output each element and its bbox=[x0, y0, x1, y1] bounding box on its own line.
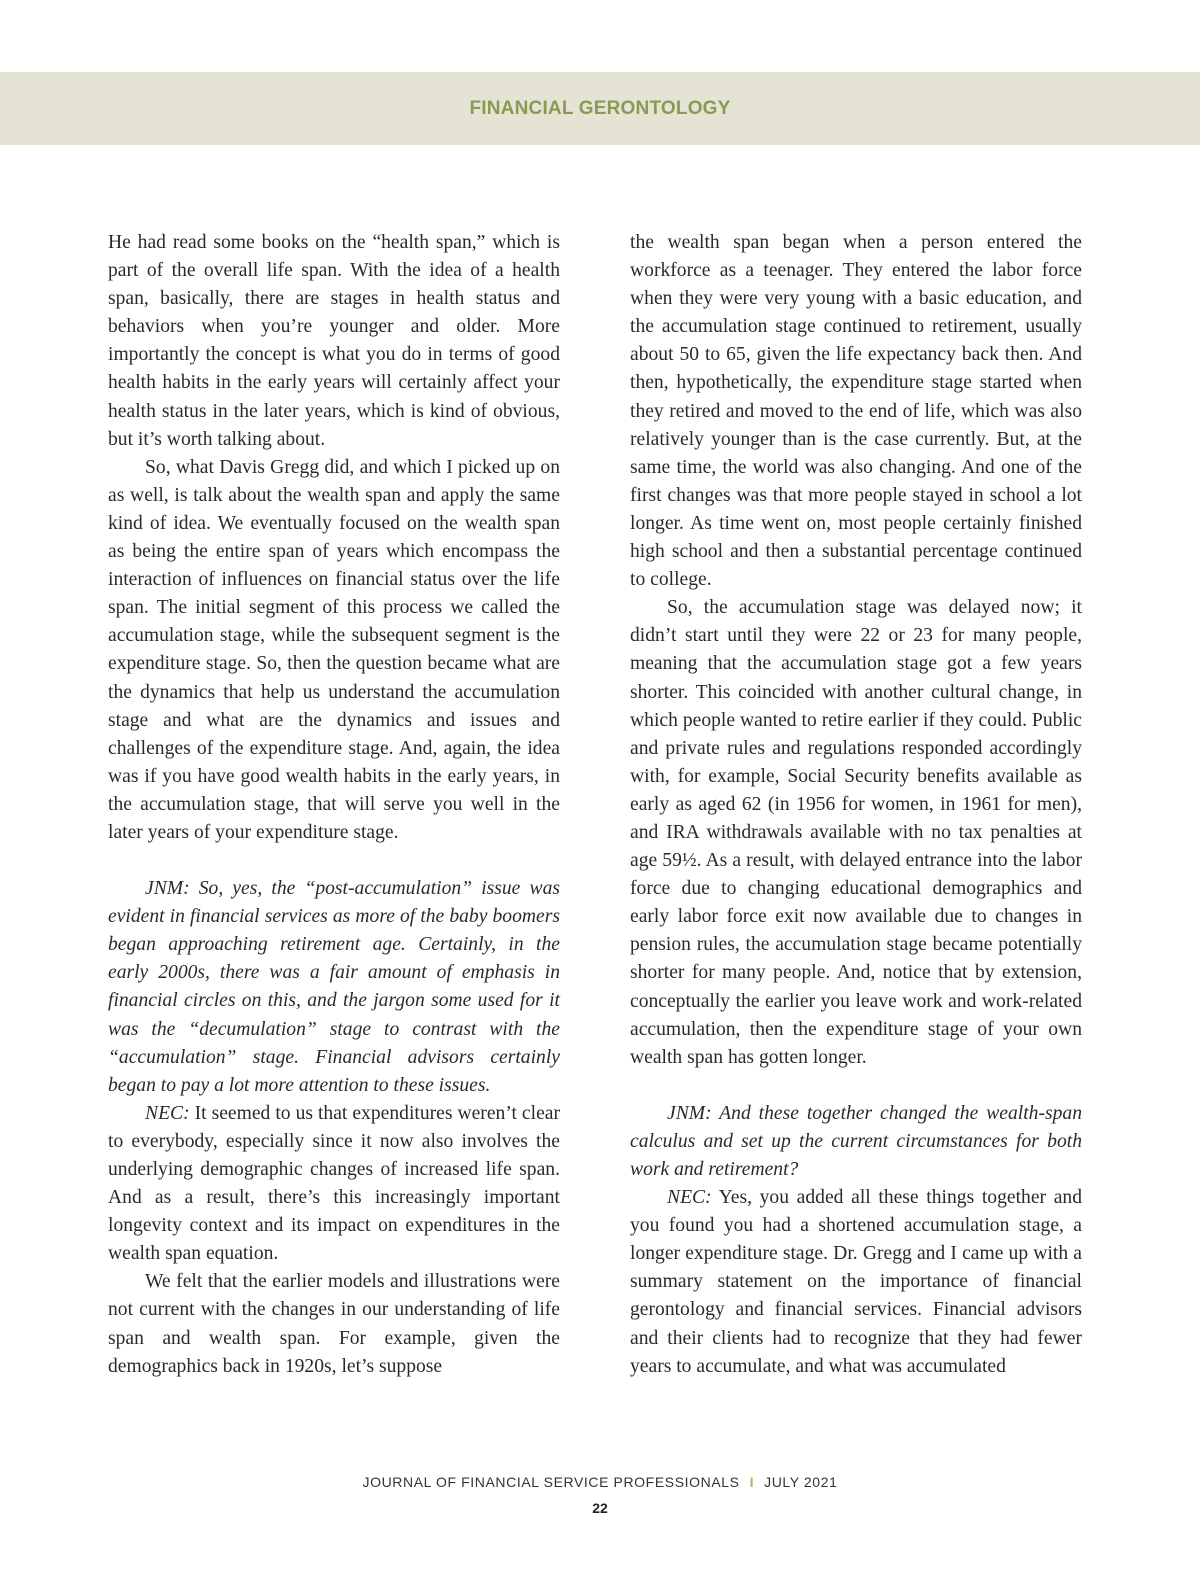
paragraph: He had read some books on the “health span,” which is part of the overall life span. With the idea of a health span, basically, there are stages in health status and behaviors when you’re younger and older. More importantly the concept is what you do in terms of good health habits in the early years will certainly affect your health status in the later years, which is kind of obvious, but it’s worth talking about. bbox=[108, 232, 560, 450]
interview-answer bbox=[630, 1184, 1082, 1381]
section-header-band bbox=[0, 72, 1200, 145]
speaker-label: NEC: bbox=[145, 1102, 190, 1124]
answer-text: Yes, you added all these things together and you found you had a shortened accumulation stage, a longer expenditure stage. Dr. Gregg and I came up with a summary statement on the importance of financial gerontology and financial services. Financial advisors and their clients had to recognize that they had fewer years to accumulate, and what was accumulated bbox=[630, 1187, 1082, 1377]
paragraph: the wealth span began when a person entered the workforce as a teenager. They entered the labor force when they were very young with a basic education, and the accumulation stage continued to retirement, usually about 50 to 65, given the life expectancy back then. And then, hypothetically, the expenditure stage started when they retired and moved to the end of life, which was also relatively younger than is the case currently. But, at the same time, the world was also changing. And one of the first changes was that more people stayed in school a lot longer. As time went on, most people certainly finished high school and then a substantial percentage continued to college. bbox=[630, 232, 1082, 591]
interview-question: JNM: So, yes, the “post-accumulation” issue was evident in financial services as more of the baby boomers began approaching retirement age. Certainly, in the early 2000s, there was a fair amount of emphasis in financial circles on this, and the jargon some used for it was the “decumulation” stage to contrast with the “accumulation” stage. Financial advisors certainly began to pay a lot more attention to these issues. bbox=[108, 878, 560, 1096]
section-title: FINANCIAL GERONTOLOGY bbox=[469, 97, 731, 119]
right-column bbox=[630, 229, 1082, 1381]
paragraph: So, the accumulation stage was delayed now; it didn’t start until they were 22 or 23 for many people, meaning that the accumulation stage got a few years shorter. This coincided with another cultural change, in which people wanted to retire earlier if they could. Public and private rules and regulations responded accordingly with, for example, Social Security benefits available as early as aged 62 (in 1956 for women, in 1961 for men), and IRA withdrawals available with no tax penalties at age 59½. As a result, with delayed entrance into the labor force due to changing educational demographics and early labor force exit now available due to changes in pension rules, the accumulation stage became potentially shorter for many people. And, notice that by extension, conceptually the earlier you leave work and work-related accumulation, then the expenditure stage of your own wealth span has gotten longer. bbox=[630, 597, 1082, 1068]
journal-name: JOURNAL OF FINANCIAL SERVICE PROFESSIONALS bbox=[362, 1474, 740, 1490]
page-number: 22 bbox=[592, 1500, 608, 1516]
footer-separator: I bbox=[749, 1474, 755, 1490]
interview-answer bbox=[108, 1100, 560, 1269]
interview-question: JNM: And these together changed the wealth-span calculus and set up the current circumstances for both work and retirement? bbox=[630, 1102, 1082, 1180]
speaker-label: NEC: bbox=[667, 1187, 712, 1209]
issue-date: JULY 2021 bbox=[764, 1474, 838, 1490]
paragraph: So, what Davis Gregg did, and which I picked up on as well, is talk about the wealth span and apply the same kind of idea. We eventually focused on the wealth span as being the entire span of years which encompass the interaction of influences on financial status over the life span. The initial segment of this process we called the accumulation stage, while the subsequent segment is the expenditure stage. So, then the question became what are the dynamics that help us understand the accumulation stage and what are the dynamics and issues and challenges of the expenditure stage. And, again, the idea was if you have good wealth habits in the early years, in the accumulation stage, that will serve you well in the later years of your expenditure stage. bbox=[108, 456, 560, 843]
paragraph: We felt that the earlier models and illustrations were not current with the changes in our understanding of life span and wealth span. For example, given the demographics back in 1920s, let’s suppose bbox=[108, 1271, 560, 1377]
left-column bbox=[108, 229, 560, 1381]
answer-text: It seemed to us that expenditures weren’t clear to everybody, especially since it now also involves the underlying demographic changes of increased life span. And as a result, there’s this increasingly important longevity context and its impact on expenditures in the wealth span equation. bbox=[108, 1102, 560, 1265]
footer-journal-line bbox=[0, 1474, 1200, 1490]
